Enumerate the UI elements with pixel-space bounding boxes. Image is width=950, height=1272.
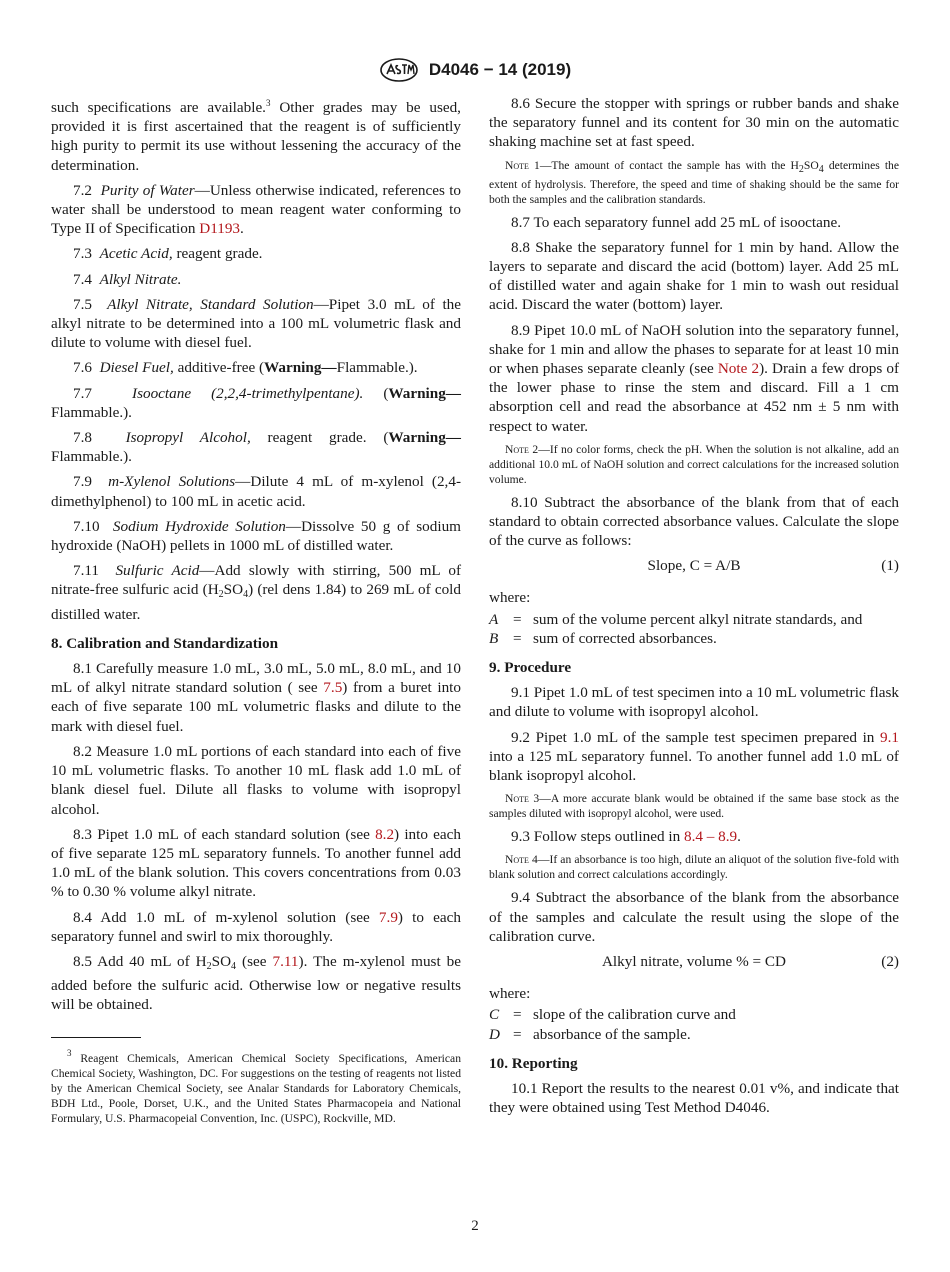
astm-logo-icon <box>379 58 419 82</box>
link-7-11[interactable]: 7.11 <box>272 952 299 970</box>
section-8-10: 8.10 Subtract the absorbance of the blank from that of each standard to obtain corrected absorbance values. Calculate the slope of the curve as follows: <box>489 493 899 550</box>
equation-1 <box>489 556 899 578</box>
note-2: Note 2—If no color forms, check the pH. When the solution is not alkaline, add an additional 10.0 mL of NaOH solution and correct calculations for the increased solution volume. <box>489 442 900 486</box>
definitions-1: A = sum of the volume percent alkyl nitrate standards, and B = sum of corrected absorbances. <box>489 610 899 648</box>
heading-section-10: 10. Reporting <box>489 1054 578 1072</box>
section-7-10: 7.10 Sodium Hydroxide Solution—Dissolve 50 g of sodium hydroxide (NaOH) pellets in 1000 mL of distilled water. <box>51 517 461 555</box>
section-8-3: 8.3 Pipet 1.0 mL of each standard solution (see 8.2) into each of five separate 125 mL separatory funnels. To another funnel add 1.0 mL of the blank solution. This covers concentrations from 0.03 % to 0.30 % volume alkyl nitrate. <box>51 825 461 901</box>
section-8-5: 8.5 Add 40 mL of $H_2SO_4$ (see 7.11). The m-xylenol must be added before the sulfuric acid. Otherwise low or negative results will be obtained. <box>51 952 461 1014</box>
section-8-2: 8.2 Measure 1.0 mL portions of each standard into each of five 10 mL volumetric flasks. To another 10 mL flask add 1.0 mL of blank diesel fuel. Dilute all flasks to volume with isopropyl alcohol. <box>51 742 461 818</box>
heading-section-8: 8. Calibration and Standardization <box>51 634 279 652</box>
where-label-1: where: <box>489 589 531 607</box>
section-7-2: 7.2 Purity of Water—Unless otherwise indicated, references to water shall be understood to mean reagent water conforming to Type II of Specification D1193. <box>51 181 462 238</box>
section-7-8: 7.8 Isopropyl Alcohol, reagent grade. (Warning—Flammable.). <box>51 429 461 466</box>
section-7-7: 7.7 Isooctane (2,2,4-trimethylpentane). (Warning—Flammable.). <box>51 384 461 421</box>
equation-2 <box>489 952 899 974</box>
note-4: Note 4—If an absorbance is too high, dilute an aliquot of the solution five-fold with blank solution and correct calculations accordingly. <box>489 853 899 882</box>
section-8-1: 8.1 Carefully measure 1.0 mL, 3.0 mL, 5.0 mL, 8.0 mL, and 10 mL of alkyl nitrate standard solution ( see 7.5) from a buret into each of five separate 100 mL volumetric flasks and dilute to the mark with diesel fuel. <box>51 660 461 735</box>
definition-c: slope of the calibration curve and <box>533 1006 736 1024</box>
link-8-2[interactable]: 8.2 <box>375 825 395 843</box>
page-header <box>0 58 950 82</box>
link-7-9[interactable]: 7.9 <box>378 908 398 926</box>
link-8-4-8-9[interactable]: 8.4 – 8.9 <box>683 828 738 846</box>
section-10-1: 10.1 Report the results to the nearest 0.01 v%, and indicate that they were obtained using Test Method D4046. <box>489 1079 899 1117</box>
where-label-2: where: <box>489 985 531 1003</box>
link-note-2[interactable]: Note 2 <box>717 360 760 378</box>
section-7-6: 7.6 Diesel Fuel, additive-free (Warning—Flammable.). <box>73 359 418 377</box>
definition-d: absorbance of the sample. <box>533 1025 691 1043</box>
section-7-11: 7.11 Sulfuric Acid—Add slowly with stirring, 500 mL of nitrate-free sulfuric acid $(H_2SO_4)$ (rel dens 1.84) to 269 mL of cold distilled water. <box>51 562 462 623</box>
section-8-6: 8.6 Secure the stopper with springs or rubber bands and shake the separatory funnel and its content for 30 min on the automatic shaking machine set at fast speed. <box>489 95 899 151</box>
section-7-4: 7.4 Alkyl Nitrate. <box>73 270 182 288</box>
right-column <box>489 94 899 1123</box>
definitions-2: C = slope of the calibration curve and D = absorbance of the sample. <box>489 1005 899 1043</box>
section-9-1: 9.1 Pipet 1.0 mL of test specimen into a 10 mL volumetric flask and dilute to volume with isopropyl alcohol. <box>489 684 899 721</box>
section-8-7: 8.7 To each separatory funnel add 25 mL of isooctane. <box>511 213 842 231</box>
section-7-9: 7.9 m-Xylenol Solutions—Dilute 4 mL of m-xylenol (2,4-dimethylphenol) to 100 mL in acetic acid. <box>51 473 461 510</box>
footnote-3: $^3$ Reagent Chemicals, American Chemical Society Specifications, American Chemical Society, Washington, DC. For suggestions on the testing of reagents not listed by the American Chemical Society, see Analar Standards for Laboratory Chemicals, BDH Ltd., Poole, Dorset, U.K., and the United States Pharmacopeia and National Formulary, U.S. Pharmacopeial Convention, Inc. (USPC), Rockville, MD. <box>51 1047 461 1125</box>
document-designation: D4046 − 14 (2019) <box>428 60 572 79</box>
section-9-3: 9.3 Follow steps outlined in 8.4 – 8.9. <box>511 828 741 846</box>
symbol-b: B <box>489 629 499 647</box>
section-7-5: 7.5 Alkyl Nitrate, Standard Solution—Pipet 3.0 mL of the alkyl nitrate to be determined into a 100 mL volumetric flask and dilute to volume with diesel fuel. <box>51 295 461 352</box>
left-column <box>51 94 461 1126</box>
footnote-marker: 3 <box>265 98 271 108</box>
equation-1-number: (1) <box>881 557 899 575</box>
link-d1193[interactable]: D1193 <box>199 220 241 238</box>
section-8-4: 8.4 Add 1.0 mL of m-xylenol solution (see 7.9) to each separatory funnel and swirl to mix thoroughly. <box>51 908 461 945</box>
section-8-9: 8.9 Pipet 10.0 mL of NaOH solution into the separatory funnel, shake for 1 min and allow the phases to separate for at least 10 min or when phases separate cleanly (see Note 2). Drain a few drops of the lower phase to rinse the stem and discard. Fill a 1 cm absorption cell and read the absorbance at 452 nm ± 5 nm with respect to water. <box>489 321 900 435</box>
section-9-2: 9.2 Pipet 1.0 mL of the sample test specimen prepared in 9.1 into a 125 mL separatory funnel. To another funnel add 1.0 mL of blank isopropyl alcohol. <box>489 728 899 785</box>
link-7-5[interactable]: 7.5 <box>323 679 343 697</box>
equation-1-text: Slope, C = A/B <box>647 557 741 575</box>
symbol-c: C <box>489 1006 500 1024</box>
page-number: 2 <box>471 1218 479 1234</box>
heading-section-9: 9. Procedure <box>489 659 572 677</box>
equation-2-number: (2) <box>881 953 899 971</box>
note-3: Note 3—A more accurate blank would be obtained if the same base stock as the samples diluted with isopropyl alcohol, were used. <box>489 792 899 821</box>
equation-2-text: Alkyl nitrate, volume % = CD <box>601 953 787 971</box>
symbol-a: A <box>489 610 499 628</box>
section-9-4: 9.4 Subtract the absorbance of the blank from the absorbance of the samples and calculate the result using the slope of the calibration curve. <box>489 889 899 945</box>
definition-b: sum of corrected absorbances. <box>533 629 717 647</box>
paragraph-intro: such specifications are available.$^3$ Other grades may be used, provided it is first ascertained that the reagent is of sufficiently high purity to permit its use without lessening the accuracy of the determination. <box>51 98 461 174</box>
definition-a: sum of the volume percent alkyl nitrate standards, and <box>533 610 863 628</box>
footnote-divider <box>51 1037 141 1038</box>
link-9-1[interactable]: 9.1 <box>880 728 899 746</box>
symbol-d: D <box>489 1025 500 1043</box>
section-8-8: 8.8 Shake the separatory funnel for 1 min by hand. Allow the layers to separate and discard the acid (bottom) layer. Add 25 mL of distilled water and again shake for 1 min to wash out residual acid. Discard the water (bottom) layer. <box>489 238 899 314</box>
section-7-3: 7.3 Acetic Acid, reagent grade. <box>73 245 263 263</box>
note-1: Note 1—The amount of contact the sample has with the $H_2SO_4$ determines the extent of hydrolysis. Therefore, the speed and time of shaking should be the same for both the samples and the calibration standards. <box>489 158 899 206</box>
